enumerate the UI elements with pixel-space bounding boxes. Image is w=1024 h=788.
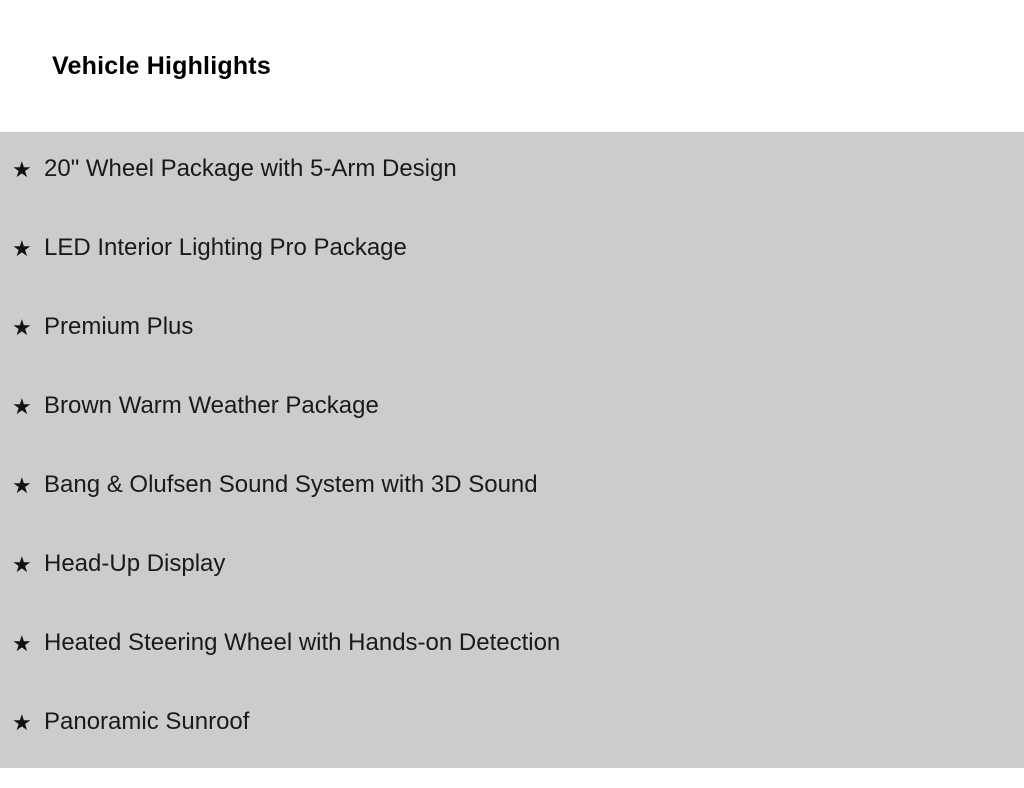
- list-item: [0, 235, 1024, 314]
- highlight-label: Heated Steering Wheel with Hands-on Detection: [44, 629, 561, 656]
- star-icon: ★: [12, 394, 32, 419]
- star-icon: ★: [12, 710, 32, 735]
- list-item: [0, 314, 1024, 393]
- list-item: [0, 472, 1024, 551]
- star-icon: ★: [12, 631, 32, 656]
- highlights-list: [0, 132, 1024, 768]
- highlight-label: 20" Wheel Package with 5-Arm Design: [44, 155, 457, 182]
- highlight-label: Head-Up Display: [44, 550, 226, 577]
- highlight-label: Bang & Olufsen Sound System with 3D Sound: [44, 471, 538, 498]
- highlight-label: Premium Plus: [44, 313, 194, 340]
- star-icon: ★: [12, 315, 32, 340]
- list-item: [0, 393, 1024, 472]
- star-icon: ★: [12, 236, 32, 261]
- highlight-label: Brown Warm Weather Package: [44, 392, 379, 419]
- page-title: Vehicle Highlights: [52, 51, 271, 80]
- page-header: [0, 0, 1024, 132]
- list-item: [0, 156, 1024, 235]
- list-item: [0, 709, 1024, 788]
- star-icon: ★: [12, 157, 32, 182]
- list-item: [0, 551, 1024, 630]
- highlight-label: LED Interior Lighting Pro Package: [44, 234, 407, 261]
- highlight-label: Panoramic Sunroof: [44, 708, 250, 735]
- list-item: [0, 630, 1024, 709]
- star-icon: ★: [12, 473, 32, 498]
- star-icon: ★: [12, 552, 32, 577]
